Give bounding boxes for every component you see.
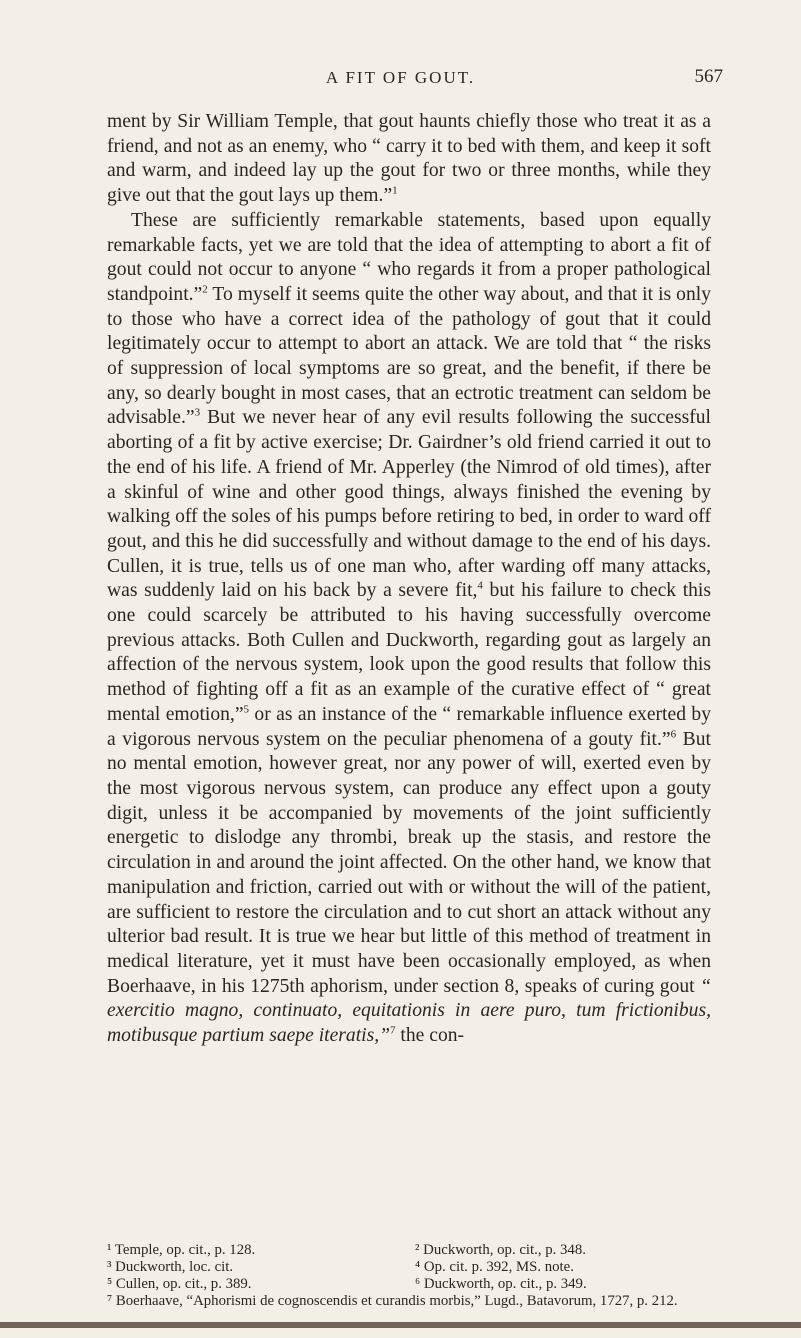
footnote-1: ¹ Temple, op. cit., p. 128.	[107, 1242, 256, 1258]
footnote-row	[107, 1276, 711, 1293]
running-title: A FIT OF GOUT.	[325, 68, 476, 87]
footnote-row	[107, 1242, 711, 1259]
footnote-5: ⁵ Cullen, op. cit., p. 389.	[107, 1276, 252, 1292]
page-edge-divider	[0, 1322, 801, 1328]
page-header	[0, 68, 801, 92]
text-run: But no mental emotion, however great, nor any power of will, exerted even by the most vigorous nervous system, can produce any effect upon a gouty digit, unless it be accompanied by movements of the joint sufficiently energetic to dislodge any thrombi, break up the stasis, and restore the circulation in and around the joint affected. On the other hand, we know that manipulation and friction, carried out with or without the will of the patient, are sufficient to restore the circulation and to cut short an attack without any ulterior bad result. It is true we hear but little of this method of treatment in medical literature, yet it must have been occasionally employed, as when Boerhaave, in his 1275th aphorism, under section 8, speaks of curing gout	[107, 728, 711, 997]
footnote-ref: 3	[194, 406, 201, 419]
footnote-ref: 2	[202, 283, 208, 296]
footnote-7: ⁷ Boerhaave, “Aphorismi de cognoscendis et curandis morbis,” Lugd., Batavorum, 1727, p. 212.	[107, 1293, 678, 1309]
footnote-6: ⁶ Duckworth, op. cit., p. 349.	[415, 1276, 587, 1292]
page-number: 567	[694, 66, 723, 87]
footnote-ref: 1	[392, 184, 398, 197]
footnote-ref: 4	[477, 579, 483, 592]
footnote-3: ³ Duckworth, loc. cit.	[107, 1259, 234, 1275]
text-run: but his failure to check this one could scarcely be attributed to his having successfully overcome previous attacks. Both Cullen and Duckworth, regarding gout as largely an affection of the nervous system, look upon the good results that follow this method of fighting off a fit as an example of the curative effect of “ great mental emotion,”	[107, 580, 712, 725]
text-run: To myself it seems quite the other way about, and that it is only to those who have a correct idea of the pathology of gout that it could legitimately occur to attempt to abort an attack. We are told that “ the risks of suppression of local symptoms are so great, and the benefit, if there be any, so dearly bought in most cases, that an ectrotic treatment can seldom be advisable.”	[107, 283, 711, 429]
footnote-row	[107, 1259, 711, 1276]
latin-quotation: “ exercitio magno, continuato, equitationis in aere puro, tum frictionibus, motibusque partium saepe iteratis,”	[107, 975, 711, 1047]
text-run: These are sufficiently remarkable statements, based upon equally remarkable facts, yet we are told that the idea of attempting to abort a fit of gout could not occur to anyone “ who regards it from a proper pathological standpoint.”	[107, 209, 711, 305]
footnote-4: ⁴ Op. cit. p. 392, MS. note.	[415, 1259, 574, 1275]
footnote-ref: 5	[243, 703, 250, 716]
footnote-ref: 6	[670, 728, 677, 741]
footnotes	[107, 1242, 711, 1310]
paragraph-1	[107, 110, 711, 209]
text-run: the con-	[395, 1025, 465, 1047]
text-run: ment by Sir William Temple, that gout haunts chiefly those who treat it as a friend, and not as an enemy, who “ carry it to bed with them, and keep it soft and warm, and indeed lay up the gout for two or three months, while they give out that the gout lays up them.”	[107, 111, 711, 207]
text-run: or as an instance of the “ remarkable influence exerted by a vigorous nervous system on the peculiar phenomena of a gouty fit.”	[107, 703, 711, 750]
body-text	[107, 110, 711, 1049]
footnote-2: ² Duckworth, op. cit., p. 348.	[415, 1242, 586, 1258]
footnote-ref: 7	[390, 1024, 396, 1037]
paragraph-2	[107, 209, 711, 1049]
text-run: But we never hear of any evil results following the successful aborting of a fit by active exercise; Dr. Gairdner’s old friend carried it out to the end of his life. A friend of Mr. Apperley (the Nimrod of old times), after a skinful of wine and other good things, always finished the evening by walking off the soles of his pumps before retiring to bed, in order to ward off gout, and this he did successfully and without damage to the end of his days. Cullen, it is true, tells us of one man who, after warding off many attacks, was suddenly laid on his back by a severe fit,	[107, 407, 711, 602]
